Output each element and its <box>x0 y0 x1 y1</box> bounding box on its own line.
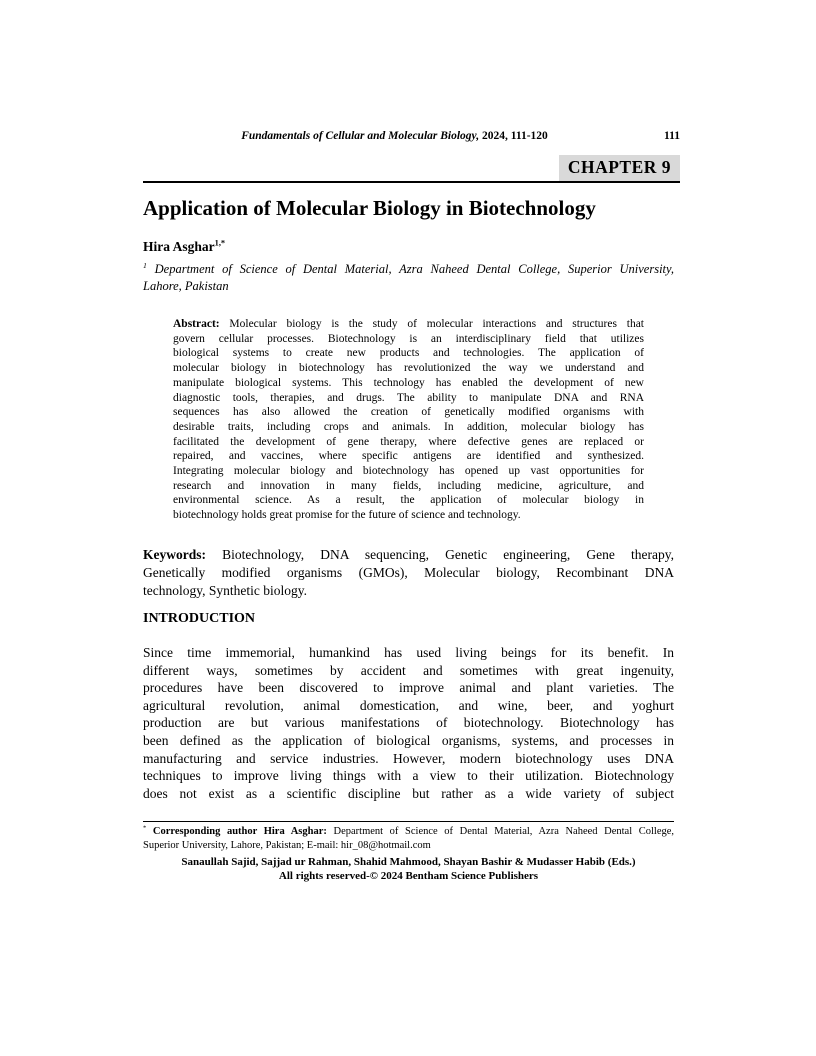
text-line: biotechnology holds great promise for the future of science and technology. <box>173 509 521 522</box>
text-line: different ways, sometimes by accident and sometimes with great ingenuity, <box>143 662 674 678</box>
footnote-line <box>143 825 674 839</box>
introduction-paragraph <box>143 644 674 802</box>
section-heading-introduction: INTRODUCTION <box>143 611 256 626</box>
text-line: techniques to improve living things with a view to their utilization. Biotechnology <box>143 768 674 784</box>
keywords-first-line <box>143 546 674 564</box>
page-footer <box>143 856 674 883</box>
text-line: desirable traits, including crops and animals. In addition, molecular biology has <box>173 420 644 433</box>
keywords-text: Biotechnology, DNA sequencing, Genetic engineering, Gene therapy, <box>222 547 674 562</box>
footnote-text: Department of Science of Dental Material, Azra Naheed Dental College, <box>333 826 675 837</box>
affiliation <box>143 261 674 295</box>
text-line: been defined as the application of biological organisms, systems, and processes in <box>143 732 674 748</box>
text-line: diagnostic tools, therapies, and drugs. The ability to manipulate DNA and RNA <box>173 391 644 404</box>
keywords-label: Keywords: <box>143 547 206 562</box>
running-header <box>143 130 680 142</box>
footnote-line: Superior University, Lahore, Pakistan; E-mail: hir_08@hotmail.com <box>143 839 431 851</box>
footnote <box>143 825 674 852</box>
affiliation-text: Department of Science of Dental Material, Azra Naheed Dental College, Superior University, <box>154 262 674 276</box>
text-line: facilitated the development of gene therapy, where defective genes are replaced or <box>173 435 644 448</box>
text-line: procedures have been discovered to improve animal and plant varieties. The <box>143 680 674 696</box>
footnote-rule <box>143 821 674 822</box>
text-line: Integrating molecular biology and biotechnology has opened up vast opportunities for <box>173 465 644 478</box>
author-name <box>143 239 225 255</box>
rights-line: All rights reserved-© 2024 Bentham Science Publishers <box>278 869 539 882</box>
journal-title: Fundamentals of Cellular and Molecular Biology, <box>241 130 480 142</box>
chapter-title: Application of Molecular Biology in Biotechnology <box>143 196 596 220</box>
abstract-lines <box>173 332 644 523</box>
text-line: Since time immemorial, humankind has used living beings for its benefit. In <box>143 645 674 660</box>
author-text: Hira Asghar <box>143 239 215 254</box>
text-line: biological systems to create new products and technologies. The application of <box>173 347 644 360</box>
journal-meta: 2024, 111-120 <box>479 130 548 142</box>
author-superscript: 1,* <box>214 238 226 248</box>
text-line: environmental science. As a result, the application of molecular biology in <box>173 494 644 507</box>
affiliation-superscript: 1 <box>143 260 147 270</box>
text-line: govern cellular processes. Biotechnology is an interdisciplinary field that utilizes <box>173 332 644 345</box>
text-line: sequences has also allowed the creation of genetically modified organisms with <box>173 406 644 419</box>
text-line: repaired, and vaccines, where specific antigens are identified and synthesized. <box>173 450 644 463</box>
text-line: does not exist as a scientific discipline but rather as a wide variety of subject <box>143 785 674 801</box>
header-rule <box>143 181 680 183</box>
page-number: 111 <box>664 130 680 142</box>
abstract-text: Molecular biology is the study of molecular interactions and structures that <box>229 318 644 330</box>
editors-line: Sanaullah Sajid, Sajjad ur Rahman, Shahid Mahmood, Shayan Bashir & Mudasser Habib (Eds.) <box>181 856 636 868</box>
text-line: manufacturing and service industries. However, modern biotechnology uses DNA <box>143 750 674 766</box>
chapter-badge: CHAPTER 9 <box>559 155 680 181</box>
text-line: production are but various manifestations of biotechnology. Biotechnology has <box>143 715 674 731</box>
keywords-block <box>143 546 674 600</box>
text-line: manipulate biological systems. This technology has enabled the development of new <box>173 376 644 389</box>
footnote-marker: * <box>143 824 147 832</box>
text-line: molecular biology in biotechnology has revolutionized the way we understand and <box>173 362 644 375</box>
text-line: Genetically modified organisms (GMOs), Molecular biology, Recombinant DNA <box>143 565 674 580</box>
text-line: technology, Synthetic biology. <box>143 583 307 598</box>
affiliation-line <box>143 261 674 278</box>
text-line: research and innovation in many fields, including medicine, agriculture, and <box>173 479 644 492</box>
abstract-first-line <box>173 317 644 332</box>
keywords-lines <box>143 564 674 600</box>
footnote-bold: Corresponding author Hira Asghar: <box>152 826 327 837</box>
running-header-title <box>143 130 646 142</box>
abstract-block <box>173 317 644 523</box>
text-line: agricultural revolution, animal domestication, and wine, beer, and yoghurt <box>143 697 674 713</box>
abstract-label: Abstract: <box>173 318 220 330</box>
affiliation-line: Lahore, Pakistan <box>143 279 229 293</box>
